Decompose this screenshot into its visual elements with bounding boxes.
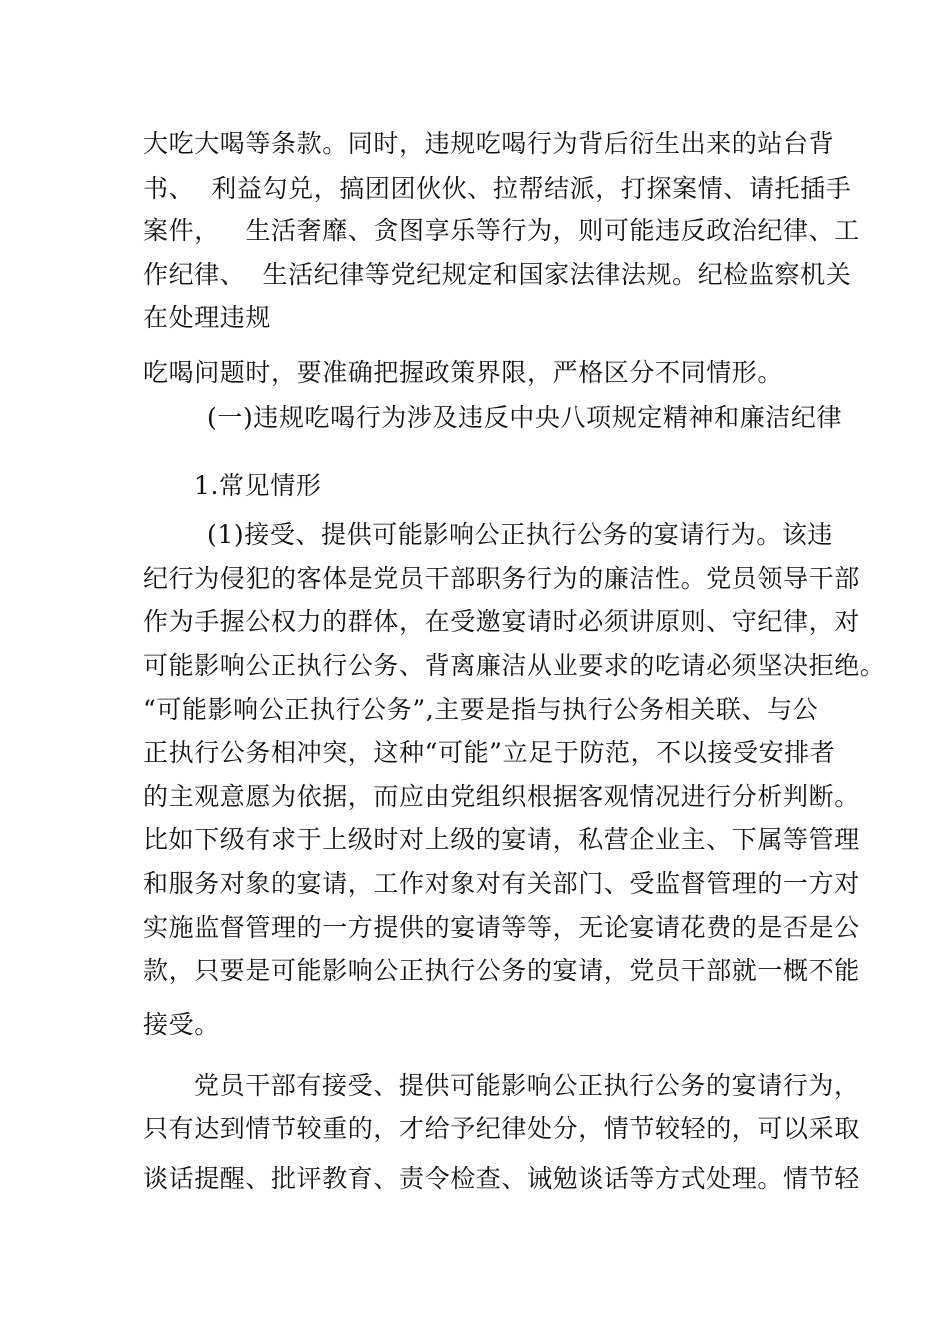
section-heading: (一)违规吃喝行为涉及违反中央八项规定精神和廉洁纪律 bbox=[207, 403, 843, 432]
paragraph-line: 作为手握公权力的群体，在受邀宴请时必须讲原则、守纪律，对 bbox=[143, 607, 860, 636]
paragraph-line: (1)接受、提供可能影响公正执行公务的宴请行为。该违 bbox=[207, 520, 834, 549]
paragraph-line: 实施监督管理的一方提供的宴请等等，无论宴请花费的是否是公 bbox=[143, 913, 860, 942]
paragraph-line: 党员干部有接受、提供可能影响公正执行公务的宴请行为， bbox=[194, 1071, 860, 1100]
paragraph-line: 和服务对象的宴请，工作对象对有关部门、受监督管理的一方对 bbox=[143, 869, 860, 898]
paragraph-line: 在处理违规 bbox=[143, 303, 272, 332]
subsection-heading: 1.常见情形 bbox=[194, 471, 322, 500]
paragraph-line: 比如下级有求于上级时对上级的宴请，私营企业主、下属等管理 bbox=[143, 825, 860, 854]
paragraph-line: 接受。 bbox=[143, 1010, 220, 1039]
paragraph-line: 纪行为侵犯的客体是党员干部职务行为的廉洁性。党员领导干部 bbox=[143, 564, 860, 593]
paragraph-line: 的主观意愿为依据，而应由党组织根据客观情况进行分析判断。 bbox=[143, 782, 860, 811]
paragraph-line: 书、 利益勾兑，搞团团伙伙、拉帮结派，打探案情、请托插手 bbox=[143, 174, 852, 203]
paragraph-line: 作纪律、 生活纪律等党纪规定和国家法律法规。纪检监察机关 bbox=[143, 260, 852, 289]
paragraph-line: 谈话提醒、批评教育、责令检查、诫勉谈话等方式处理。情节轻 bbox=[143, 1164, 860, 1193]
paragraph-line: 可能影响公正执行公务、背离廉洁从业要求的吃请必须坚决拒绝。 bbox=[143, 651, 886, 680]
paragraph-line: 款，只要是可能影响公正执行公务的宴请，党员干部就一概不能 bbox=[143, 956, 860, 985]
paragraph-line: 大吃大喝等条款。同时，违规吃喝行为背后衍生出来的站台背 bbox=[143, 129, 835, 158]
paragraph-line: 吃喝问题时，要准确把握政策界限，严格区分不同情形。 bbox=[143, 358, 784, 387]
paragraph-line: 案件， 生活奢靡、贪图享乐等行为，则可能违反政治纪律、工 bbox=[143, 216, 860, 245]
paragraph-line: 只有达到情节较重的，才给予纪律处分，情节较轻的，可以采取 bbox=[143, 1114, 860, 1143]
paragraph-line: “可能影响公正执行公务”,主要是指与执行公务相关联、与公 bbox=[143, 695, 819, 724]
paragraph-line: 正执行公务相冲突，这种“可能”立足于防范，不以接受安排者 bbox=[143, 738, 836, 767]
